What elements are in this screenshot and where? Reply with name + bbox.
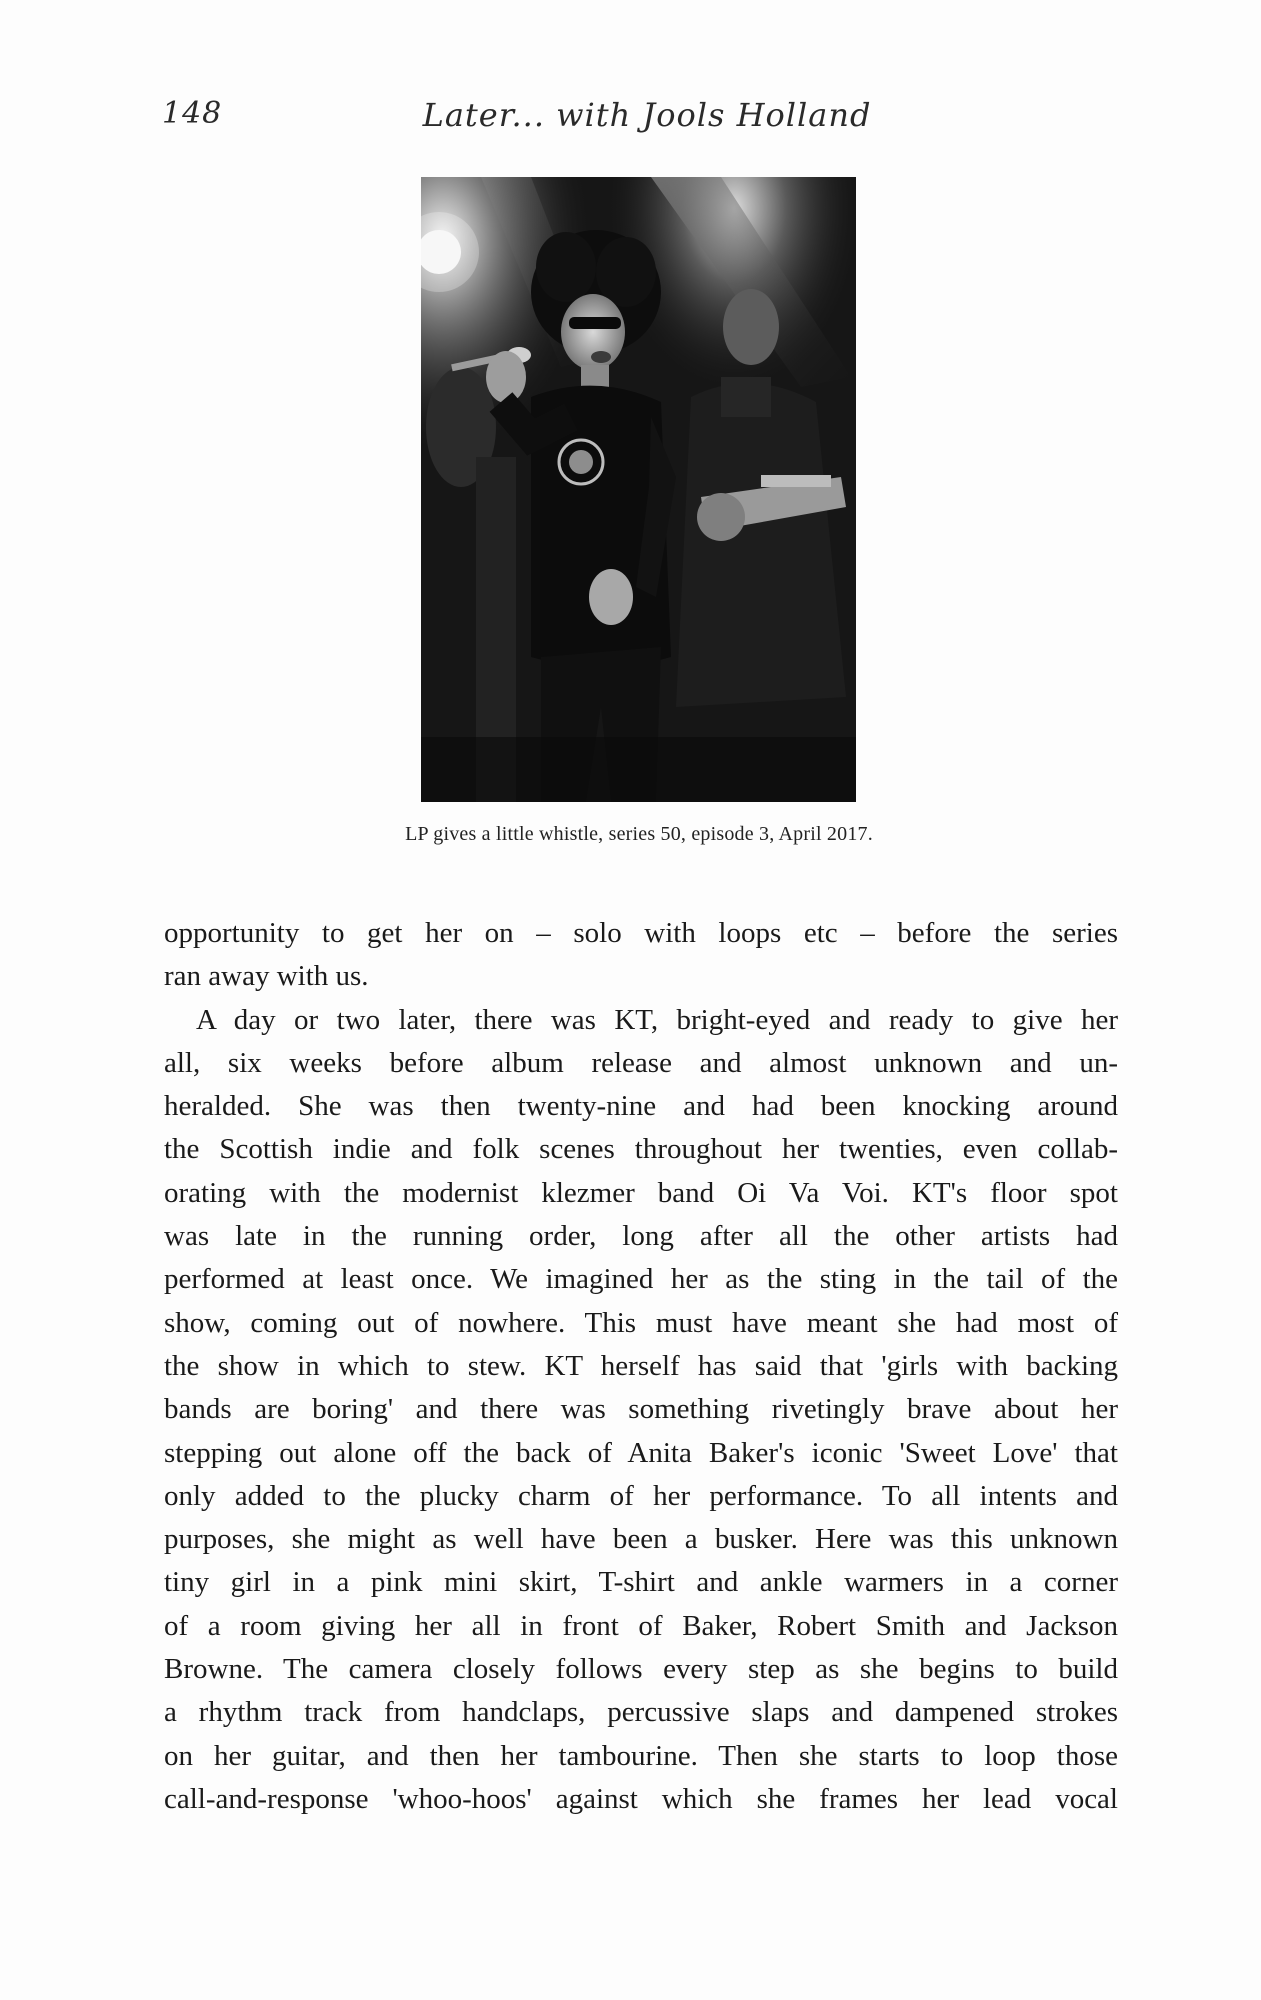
running-head: Later... with Jools Holland [422,96,872,134]
text-line: the show in which to stew. KT herself has said that 'girls with backing [164,1349,1118,1382]
text-line: Browne. The camera closely follows every step as she begins to build [164,1653,1118,1686]
text-line: purposes, she might as well have been a busker. Here was this unknown [164,1523,1118,1556]
text-line: performed at least once. We imagined her as the sting in the tail of the [164,1263,1118,1296]
text-line: ran away with us. [164,960,369,993]
text-line: tiny girl in a pink mini skirt, T-shirt and ankle warmers in a corner [164,1566,1118,1599]
page-number: 148 [162,96,223,131]
text-line: show, coming out of nowhere. This must have meant she had most of [164,1306,1118,1339]
text-line: call-and-response 'whoo-hoos' against which she frames her lead vocal [164,1782,1118,1815]
text-line: all, six weeks before album release and almost unknown and un- [164,1046,1118,1079]
text-line: opportunity to get her on – solo with loops etc – before the series [164,917,1118,949]
page-header [162,96,1102,146]
concert-photo [421,177,856,802]
text-line: bands are boring' and there was something rivetingly brave about her [164,1393,1118,1426]
text-line: heralded. She was then twenty-nine and had been knocking around [164,1090,1118,1123]
text-line: orating with the modernist klezmer band Oi Va Voi. KT's floor spot [164,1176,1118,1209]
photo-image [421,177,856,802]
photo-caption: LP gives a little whistle, series 50, episode 3, April 2017. [405,823,873,845]
text-line: only added to the plucky charm of her performance. To all intents and [164,1479,1118,1512]
text-line: the Scottish indie and folk scenes throughout her twenties, even collab- [164,1133,1118,1166]
text-line: on her guitar, and then her tambourine. Then she starts to loop those [164,1739,1118,1772]
text-line: a rhythm track from handclaps, percussive slaps and dampened strokes [164,1696,1118,1729]
body-text [164,912,1118,1821]
text-line: of a room giving her all in front of Baker, Robert Smith and Jackson [164,1609,1118,1642]
text-line: A day or two later, there was KT, bright-eyed and ready to give her [196,1003,1118,1036]
text-line: stepping out alone off the back of Anita Baker's iconic 'Sweet Love' that [164,1436,1118,1469]
text-line: was late in the running order, long after all the other artists had [164,1220,1118,1253]
